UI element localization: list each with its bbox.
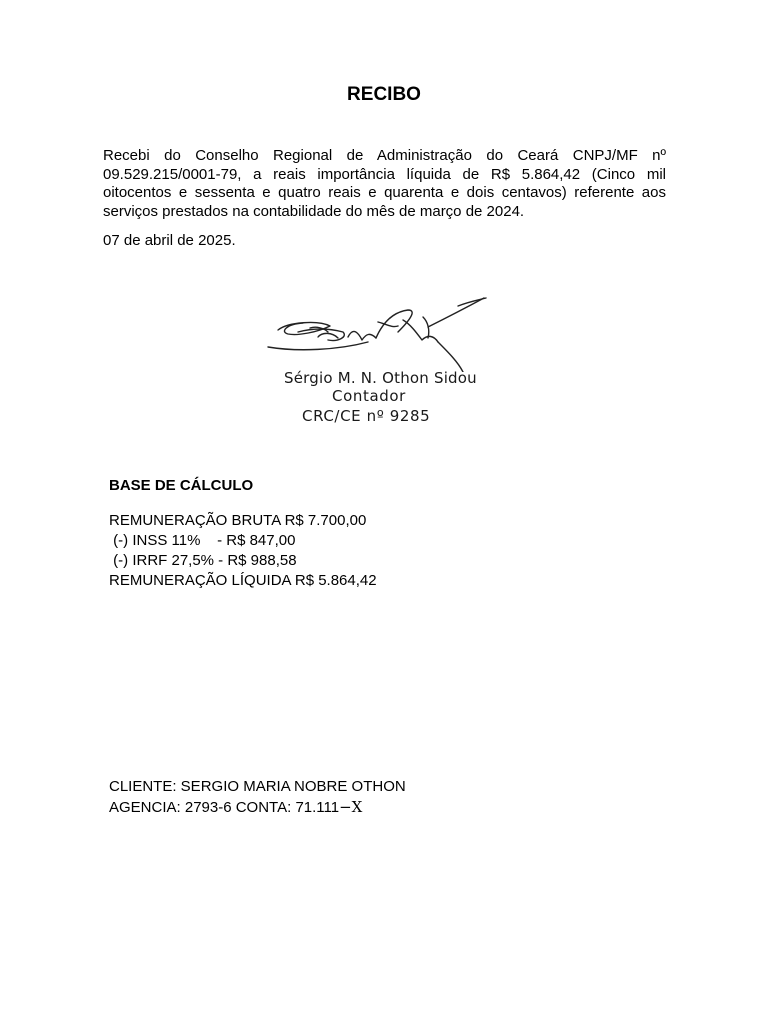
client-name-line: CLIENTE: SERGIO MARIA NOBRE OTHON bbox=[109, 778, 406, 795]
signer-name: Sérgio M. N. Othon Sidou bbox=[284, 369, 477, 387]
handwritten-signature bbox=[258, 292, 498, 372]
account-suffix: −X bbox=[339, 798, 363, 816]
receipt-body: Recebi do Conselho Regional de Administração do Ceará CNPJ/MF nº 09.529.215/0001-79, a reais importância líquida de R$ 5.864,42 (Cinco mil oitocentos e sessenta e quatro reais e quarenta e dois centavos) referente aos serviços prestados na contabilidade do mês de março de 2024. bbox=[103, 147, 666, 220]
receipt-date: 07 de abril de 2025. bbox=[103, 232, 236, 249]
client-account-line bbox=[109, 797, 406, 818]
document-title: RECIBO bbox=[347, 84, 421, 105]
client-info bbox=[109, 777, 406, 818]
calculation-title: BASE DE CÁLCULO bbox=[109, 477, 254, 494]
signature-stamp bbox=[258, 292, 498, 432]
signer-role: Contador bbox=[332, 387, 406, 405]
net-pay-line: REMUNERAÇÃO LÍQUIDA R$ 5.864,42 bbox=[109, 572, 377, 589]
inss-line: (-) INSS 11% - R$ 847,00 bbox=[109, 532, 296, 549]
account-prefix: AGENCIA: 2793-6 CONTA: 71.111 bbox=[109, 799, 340, 816]
irrf-line: (-) IRRF 27,5% - R$ 988,58 bbox=[109, 552, 297, 569]
gross-pay-line: REMUNERAÇÃO BRUTA R$ 7.700,00 bbox=[109, 512, 367, 529]
calculation-lines bbox=[109, 511, 377, 591]
signer-crc: CRC/CE nº 9285 bbox=[302, 407, 431, 425]
